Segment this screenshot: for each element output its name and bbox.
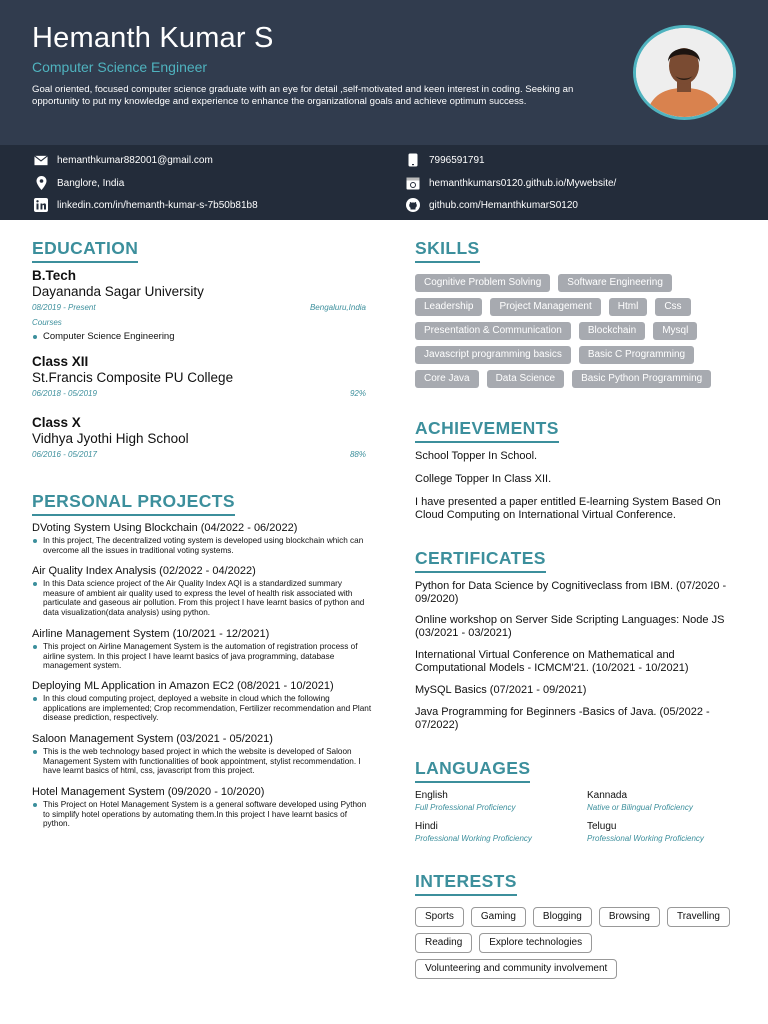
languages-heading: LANGUAGES — [415, 758, 530, 783]
person-avatar-icon — [636, 28, 733, 117]
education-degree: Class X — [32, 415, 81, 430]
interest-tag: Sports — [415, 907, 464, 927]
language-item — [415, 790, 585, 812]
profile-photo — [633, 25, 736, 120]
education-course: Computer Science Engineering — [32, 331, 366, 342]
education-dates: 06/2018 - 05/2019 — [32, 389, 97, 398]
achievement-item: School Topper In School. — [415, 450, 538, 462]
education-item — [32, 268, 366, 342]
certificate-item: International Virtual Conference on Mathematical and Computational Models - ICMCM'21. (10/2021 - 10/2021) — [415, 649, 689, 674]
language-level: Native or Bilingual Proficiency — [587, 803, 693, 812]
language-level: Full Professional Proficiency — [415, 803, 516, 812]
language-item — [587, 790, 757, 812]
projects-heading: PERSONAL PROJECTS — [32, 491, 235, 516]
project-description: This is the web technology based project in which the website is developed of Saloon Management System with functionalities of book appointment, stylist recommendation. I have learnt basics of html, css, javascript from this project. — [32, 747, 372, 776]
education-meta — [32, 450, 366, 459]
linkedin-icon — [34, 198, 48, 212]
skill-tag: Core Java — [415, 370, 479, 388]
skill-tag: Html — [609, 298, 648, 316]
linkedin-text: linkedin.com/in/hemanth-kumar-s-7b50b81b8 — [57, 199, 258, 211]
project-item — [32, 628, 372, 671]
github-text: github.com/HemanthkumarS0120 — [429, 199, 578, 211]
interest-tag: Blogging — [533, 907, 592, 927]
website-icon — [406, 176, 420, 190]
certificate-item: Online workshop on Server Side Scripting Languages: Node JS (03/2021 - 03/2021) — [415, 614, 725, 639]
education-meta — [32, 389, 366, 398]
resume-header — [0, 0, 768, 145]
contact-email[interactable] — [34, 153, 213, 167]
email-icon — [34, 153, 48, 167]
interest-tag: Volunteering and community involvement — [415, 959, 617, 979]
education-item — [32, 415, 366, 459]
language-level: Professional Working Proficiency — [587, 834, 704, 843]
project-description: In this Data science project of the Air Quality Index AQI is a standardized summary measure of ambient air quality used to express the level of health risk associated with particulate and gaseous air pollution. From this project I have learnt basics of python and data visualization(data analysis) using python. — [32, 579, 372, 617]
education-dates: 06/2016 - 05/2017 — [32, 450, 97, 459]
skill-tag: Basic Python Programming — [572, 370, 711, 388]
skill-tag: Cognitive Problem Solving — [415, 274, 550, 292]
education-location: Bengaluru,India — [309, 303, 366, 312]
project-description: This project on Airline Management System is the automation of registration process of airline system. In this project I have learnt basics of java programming, database management system. — [32, 642, 372, 671]
project-title: DVoting System Using Blockchain (04/2022 - 06/2022) — [32, 522, 298, 534]
interests-list — [415, 907, 745, 985]
skill-tag: Data Science — [487, 370, 564, 388]
email-text: hemanthkumar882001@gmail.com — [57, 154, 213, 166]
interest-tag: Explore technologies — [479, 933, 592, 953]
interest-tag: Travelling — [667, 907, 730, 927]
project-title: Deploying ML Application in Amazon EC2 (08/2021 - 10/2021) — [32, 680, 334, 692]
education-school: Vidhya Jyothi High School — [32, 431, 189, 446]
project-item — [32, 786, 372, 829]
skill-tag: Blockchain — [579, 322, 645, 340]
project-description: This Project on Hotel Management System is a general software developed using Python to simplify hotel operations by automating them.In this project I have learnt basics of python. — [32, 800, 372, 829]
language-name: Telugu — [587, 821, 617, 832]
location-pin-icon — [34, 176, 48, 190]
language-item — [587, 821, 757, 843]
interest-tag: Browsing — [599, 907, 660, 927]
project-title: Airline Management System (10/2021 - 12/2021) — [32, 628, 270, 640]
skill-tag: Css — [655, 298, 690, 316]
skills-heading: SKILLS — [415, 238, 480, 263]
skill-tag: Presentation & Communication — [415, 322, 571, 340]
project-title: Saloon Management System (03/2021 - 05/2021) — [32, 733, 273, 745]
contact-phone[interactable] — [406, 153, 485, 167]
location-text: Banglore, India — [57, 177, 125, 189]
language-name: Hindi — [415, 821, 438, 832]
contact-linkedin[interactable] — [34, 198, 258, 212]
education-courses-label: Courses — [32, 318, 62, 327]
summary-text: Goal oriented, focused computer science graduate with an eye for detail ,self-motivated and keen interest in coding. Seeking an opportunity to put my knowledge and experience to enhance the organizational goals and achieve optimum success. — [32, 84, 574, 107]
language-name: Kannada — [587, 790, 628, 801]
education-degree: B.Tech — [32, 268, 77, 283]
candidate-role: Computer Science Engineer — [32, 59, 208, 75]
language-name: English — [415, 790, 448, 801]
skill-tag: Leadership — [415, 298, 482, 316]
project-item — [32, 522, 372, 555]
language-level: Professional Working Proficiency — [415, 834, 532, 843]
github-icon — [406, 198, 420, 212]
contact-location — [34, 176, 124, 190]
education-dates: 08/2019 - Present — [32, 303, 96, 312]
education-school: St.Francis Composite PU College — [32, 370, 234, 385]
candidate-name: Hemanth Kumar S — [32, 22, 274, 54]
skill-tag: Mysql — [653, 322, 697, 340]
education-school: Dayananda Sagar University — [32, 284, 204, 299]
achievement-item: I have presented a paper entitled E-learning System Based On Cloud Computing on International Virtual Conference. — [415, 496, 721, 521]
education-score: 92% — [349, 389, 366, 398]
project-description: In this project, The decentralized voting system is developed using blockchain which can overcome all the issues in traditional voting systems. — [32, 536, 372, 555]
skill-tag: Project Management — [490, 298, 600, 316]
achievement-item: College Topper In Class XII. — [415, 473, 552, 485]
language-item — [415, 821, 585, 843]
project-description: In this cloud computing project, deployed a website in cloud which the following applications are implemented; Crop recommendation, Fertilizer recommendation and Plant disease prediction, respectively. — [32, 694, 372, 723]
certificate-item: Java Programming for Beginners -Basics of Java. (05/2022 - 07/2022) — [415, 706, 710, 731]
interests-heading: INTERESTS — [415, 871, 517, 896]
education-meta — [32, 303, 366, 312]
education-item — [32, 354, 366, 398]
phone-text: 7996591791 — [429, 154, 485, 166]
contact-bar — [0, 145, 768, 220]
contact-github[interactable] — [406, 198, 578, 212]
project-item — [32, 733, 372, 776]
project-title: Hotel Management System (09/2020 - 10/2020) — [32, 786, 265, 798]
achievements-heading: ACHIEVEMENTS — [415, 418, 559, 443]
certificate-item: MySQL Basics (07/2021 - 09/2021) — [415, 684, 587, 696]
website-text: hemanthkumars0120.github.io/Mywebsite/ — [429, 177, 617, 189]
project-item — [32, 565, 372, 617]
education-heading: EDUCATION — [32, 238, 138, 263]
education-degree: Class XII — [32, 354, 89, 369]
phone-icon — [406, 153, 420, 167]
certificate-item: Python for Data Science by Cognitiveclass from IBM. (07/2020 - 09/2020) — [415, 580, 727, 605]
contact-website[interactable] — [406, 176, 616, 190]
skills-list — [415, 274, 755, 394]
project-title: Air Quality Index Analysis (02/2022 - 04/2022) — [32, 565, 256, 577]
certificates-heading: CERTIFICATES — [415, 548, 546, 573]
skill-tag: Javascript programming basics — [415, 346, 571, 364]
skill-tag: Software Engineering — [558, 274, 672, 292]
project-item — [32, 680, 372, 723]
skill-tag: Basic C Programming — [579, 346, 694, 364]
interest-tag: Gaming — [471, 907, 526, 927]
interest-tag: Reading — [415, 933, 472, 953]
education-score: 88% — [349, 450, 366, 459]
